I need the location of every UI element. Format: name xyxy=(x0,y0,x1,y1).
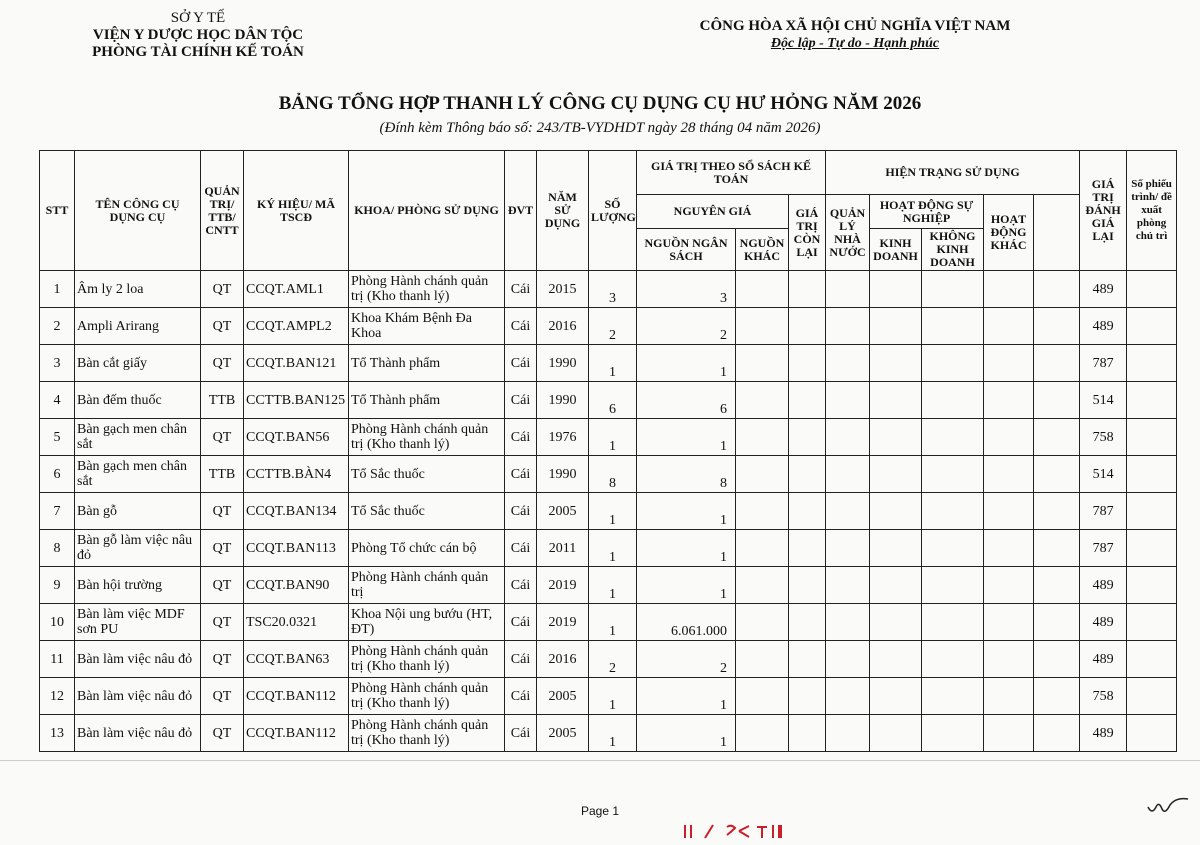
row-quantity: 1 xyxy=(589,493,637,530)
row-year: 2019 xyxy=(537,567,589,604)
row-revalued xyxy=(1034,604,1080,641)
row-unit: Cái xyxy=(505,382,537,419)
row-note xyxy=(1127,345,1177,382)
national-motto: Độc lập - Tự do - Hạnh phúc xyxy=(770,36,940,51)
table-row xyxy=(40,715,1177,752)
row-non-business xyxy=(922,493,984,530)
row-stt: 1 xyxy=(40,271,75,308)
row-remaining-value xyxy=(789,641,826,678)
row-tool-name: Bàn cắt giấy xyxy=(75,345,201,382)
header-remaining-value: GIÁ TRỊ CÒN LẠI xyxy=(789,195,826,271)
row-tool-name: Bàn làm việc nâu đỏ xyxy=(75,715,201,752)
row-department: Phòng Hành chánh quản trị (Kho thanh lý) xyxy=(349,641,505,678)
liquidation-table xyxy=(39,150,1177,752)
row-business xyxy=(870,382,922,419)
row-business xyxy=(870,641,922,678)
row-business xyxy=(870,604,922,641)
row-management: QT xyxy=(201,493,244,530)
row-unit: Cái xyxy=(505,678,537,715)
row-note xyxy=(1127,271,1177,308)
row-other-source xyxy=(736,308,789,345)
row-remaining-value xyxy=(789,419,826,456)
row-budget-source: 8 xyxy=(637,456,736,493)
row-remaining-value xyxy=(789,308,826,345)
row-management: QT xyxy=(201,678,244,715)
row-unit: Cái xyxy=(505,345,537,382)
row-stt: 13 xyxy=(40,715,75,752)
row-remaining-value xyxy=(789,678,826,715)
row-state-management xyxy=(826,678,870,715)
header-other-activity: HOẠT ĐỘNG KHÁC xyxy=(984,195,1034,271)
row-state-management xyxy=(826,493,870,530)
header-stt: STT xyxy=(40,151,75,271)
header-asset-code: KÝ HIỆU/ MÃ TSCĐ xyxy=(244,151,349,271)
row-tool-name: Bàn làm việc nâu đỏ xyxy=(75,678,201,715)
row-budget-source: 1 xyxy=(637,567,736,604)
row-non-business xyxy=(922,604,984,641)
row-revalued xyxy=(1034,493,1080,530)
row-non-business xyxy=(922,271,984,308)
row-asset-code: CCQT.BAN112 xyxy=(244,715,349,752)
header-business: KINH DOANH xyxy=(870,229,922,271)
signature-mark xyxy=(1140,785,1200,825)
row-note xyxy=(1127,308,1177,345)
row-revalued xyxy=(1034,308,1080,345)
row-state-management xyxy=(826,530,870,567)
row-budget-source: 1 xyxy=(637,345,736,382)
row-note xyxy=(1127,530,1177,567)
row-quantity: 2 xyxy=(589,308,637,345)
row-remaining-value xyxy=(789,604,826,641)
row-stt: 6 xyxy=(40,456,75,493)
row-note xyxy=(1127,604,1177,641)
row-note xyxy=(1127,678,1177,715)
row-remaining-value xyxy=(789,456,826,493)
row-state-management xyxy=(826,641,870,678)
row-proposal-number: 489 xyxy=(1080,641,1127,678)
row-management: QT xyxy=(201,530,244,567)
row-revalued xyxy=(1034,567,1080,604)
row-proposal-number: 489 xyxy=(1080,567,1127,604)
table-row xyxy=(40,308,1177,345)
row-management: QT xyxy=(201,419,244,456)
page-edge-divider xyxy=(0,760,1200,761)
row-business xyxy=(870,271,922,308)
row-asset-code: CCTTB.BÀN4 xyxy=(244,456,349,493)
institute-name: VIỆN Y DƯỢC HỌC DÂN TỘC xyxy=(92,27,304,43)
row-quantity: 2 xyxy=(589,641,637,678)
row-proposal-number: 489 xyxy=(1080,604,1127,641)
row-business xyxy=(870,678,922,715)
row-other-source xyxy=(736,345,789,382)
row-stt: 10 xyxy=(40,604,75,641)
row-non-business xyxy=(922,456,984,493)
row-management: QT xyxy=(201,604,244,641)
header-revalued: GIÁ TRỊ ĐÁNH GIÁ LẠI xyxy=(1080,151,1127,271)
row-asset-code: CCQT.BAN134 xyxy=(244,493,349,530)
row-revalued xyxy=(1034,678,1080,715)
row-quantity: 3 xyxy=(589,271,637,308)
row-remaining-value xyxy=(789,271,826,308)
row-other-activity xyxy=(984,604,1034,641)
header-book-value-group: GIÁ TRỊ THEO SỔ SÁCH KẾ TOÁN xyxy=(637,151,826,195)
row-other-activity xyxy=(984,530,1034,567)
row-budget-source: 1 xyxy=(637,419,736,456)
row-proposal-number: 787 xyxy=(1080,493,1127,530)
row-stt: 3 xyxy=(40,345,75,382)
table-row xyxy=(40,456,1177,493)
row-non-business xyxy=(922,382,984,419)
table-row xyxy=(40,271,1177,308)
row-non-business xyxy=(922,715,984,752)
row-asset-code: CCQT.BAN56 xyxy=(244,419,349,456)
row-other-source xyxy=(736,678,789,715)
row-tool-name: Bàn hội trường xyxy=(75,567,201,604)
row-remaining-value xyxy=(789,493,826,530)
row-stt: 7 xyxy=(40,493,75,530)
row-state-management xyxy=(826,382,870,419)
row-unit: Cái xyxy=(505,604,537,641)
row-other-source xyxy=(736,493,789,530)
row-note xyxy=(1127,419,1177,456)
row-other-activity xyxy=(984,678,1034,715)
row-tool-name: Bàn làm việc MDF sơn PU xyxy=(75,604,201,641)
row-business xyxy=(870,345,922,382)
row-year: 2016 xyxy=(537,308,589,345)
row-state-management xyxy=(826,271,870,308)
row-proposal-number: 489 xyxy=(1080,715,1127,752)
row-stt: 11 xyxy=(40,641,75,678)
header-proposal-number: Số phiếu trình/ đề xuất phòng chủ trì xyxy=(1127,151,1177,271)
row-non-business xyxy=(922,678,984,715)
row-year: 1976 xyxy=(537,419,589,456)
header-professional-activity: HOẠT ĐỘNG SỰ NGHIỆP xyxy=(870,195,984,229)
row-year: 2005 xyxy=(537,493,589,530)
row-asset-code: TSC20.0321 xyxy=(244,604,349,641)
row-asset-code: CCQT.BAN112 xyxy=(244,678,349,715)
row-stt: 12 xyxy=(40,678,75,715)
row-year: 2019 xyxy=(537,604,589,641)
row-revalued xyxy=(1034,456,1080,493)
row-other-activity xyxy=(984,271,1034,308)
table-row xyxy=(40,493,1177,530)
row-proposal-number: 489 xyxy=(1080,308,1127,345)
row-quantity: 1 xyxy=(589,678,637,715)
row-non-business xyxy=(922,345,984,382)
row-other-activity xyxy=(984,567,1034,604)
row-other-source xyxy=(736,715,789,752)
row-other-source xyxy=(736,382,789,419)
row-management: QT xyxy=(201,567,244,604)
row-revalued xyxy=(1034,715,1080,752)
row-unit: Cái xyxy=(505,308,537,345)
ministry-name: SỞ Y TẾ xyxy=(170,10,226,26)
row-proposal-number: 758 xyxy=(1080,678,1127,715)
row-asset-code: CCTTB.BAN125 xyxy=(244,382,349,419)
row-note xyxy=(1127,493,1177,530)
table-row xyxy=(40,530,1177,567)
table-row xyxy=(40,419,1177,456)
row-other-activity xyxy=(984,641,1034,678)
row-note xyxy=(1127,456,1177,493)
row-state-management xyxy=(826,456,870,493)
row-remaining-value xyxy=(789,345,826,382)
row-proposal-number: 514 xyxy=(1080,456,1127,493)
row-tool-name: Âm ly 2 loa xyxy=(75,271,201,308)
row-unit: Cái xyxy=(505,419,537,456)
row-revalued xyxy=(1034,345,1080,382)
row-non-business xyxy=(922,567,984,604)
row-remaining-value xyxy=(789,382,826,419)
row-management: QT xyxy=(201,271,244,308)
header-other-source: NGUỒN KHÁC xyxy=(736,229,789,271)
row-other-activity xyxy=(984,382,1034,419)
document-title: BẢNG TỔNG HỢP THANH LÝ CÔNG CỤ DỤNG CỤ HƯ HỎNG NĂM 2026 xyxy=(278,93,922,114)
row-quantity: 1 xyxy=(589,567,637,604)
row-department: Tổ Thành phẩm xyxy=(349,345,505,382)
row-asset-code: CCQT.AML1 xyxy=(244,271,349,308)
row-management: QT xyxy=(201,715,244,752)
row-year: 1990 xyxy=(537,345,589,382)
row-department: Tổ Sắc thuốc xyxy=(349,456,505,493)
row-revalued xyxy=(1034,271,1080,308)
row-management: TTB xyxy=(201,382,244,419)
header-unit: ĐVT xyxy=(505,151,537,271)
document-subtitle: (Đính kèm Thông báo số: 243/TB-VYDHDT ngày 28 tháng 04 năm 2026) xyxy=(379,120,821,136)
row-business xyxy=(870,308,922,345)
department-name: PHÒNG TÀI CHÍNH KẾ TOÁN xyxy=(92,44,304,60)
table-header xyxy=(40,151,1177,271)
national-title: CÔNG HÒA XÃ HỘI CHỦ NGHĨA VIỆT NAM xyxy=(699,18,1011,34)
row-business xyxy=(870,567,922,604)
row-proposal-number: 787 xyxy=(1080,530,1127,567)
header-non-business: KHÔNG KINH DOANH xyxy=(922,229,984,271)
row-business xyxy=(870,419,922,456)
row-other-activity xyxy=(984,456,1034,493)
row-state-management xyxy=(826,715,870,752)
row-department: Phòng Hành chánh quản trị xyxy=(349,567,505,604)
row-budget-source: 1 xyxy=(637,493,736,530)
row-unit: Cái xyxy=(505,530,537,567)
table-row xyxy=(40,567,1177,604)
row-tool-name: Bàn làm việc nâu đỏ xyxy=(75,641,201,678)
row-unit: Cái xyxy=(505,567,537,604)
row-management: QT xyxy=(201,345,244,382)
row-state-management xyxy=(826,567,870,604)
row-asset-code: CCQT.BAN121 xyxy=(244,345,349,382)
header-tool-name: TÊN CÔNG CỤ DỤNG CỤ xyxy=(75,151,201,271)
row-other-activity xyxy=(984,493,1034,530)
row-department: Khoa Khám Bệnh Đa Khoa xyxy=(349,308,505,345)
row-year: 2015 xyxy=(537,271,589,308)
row-management: TTB xyxy=(201,456,244,493)
row-proposal-number: 514 xyxy=(1080,382,1127,419)
header-usage-status-group: HIỆN TRẠNG SỬ DỤNG xyxy=(826,151,1080,195)
row-tool-name: Bàn gỗ xyxy=(75,493,201,530)
header-year: NĂM SỬ DỤNG xyxy=(537,151,589,271)
row-department: Phòng Hành chánh quản trị (Kho thanh lý) xyxy=(349,271,505,308)
row-year: 1990 xyxy=(537,382,589,419)
row-stt: 8 xyxy=(40,530,75,567)
row-quantity: 1 xyxy=(589,345,637,382)
table-row xyxy=(40,641,1177,678)
row-note xyxy=(1127,715,1177,752)
row-state-management xyxy=(826,604,870,641)
row-non-business xyxy=(922,308,984,345)
row-other-activity xyxy=(984,308,1034,345)
row-revalued xyxy=(1034,382,1080,419)
table-row xyxy=(40,382,1177,419)
table-row xyxy=(40,678,1177,715)
row-budget-source: 6.061.000 xyxy=(637,604,736,641)
row-proposal-number: 758 xyxy=(1080,419,1127,456)
row-state-management xyxy=(826,345,870,382)
row-asset-code: CCQT.BAN90 xyxy=(244,567,349,604)
row-budget-source: 6 xyxy=(637,382,736,419)
row-budget-source: 1 xyxy=(637,678,736,715)
row-budget-source: 2 xyxy=(637,308,736,345)
row-stt: 9 xyxy=(40,567,75,604)
row-quantity: 1 xyxy=(589,715,637,752)
header-state-management: QUẢN LÝ NHÀ NƯỚC xyxy=(826,195,870,271)
row-budget-source: 2 xyxy=(637,641,736,678)
row-tool-name: Bàn gỗ làm việc nâu đỏ xyxy=(75,530,201,567)
row-business xyxy=(870,493,922,530)
row-year: 2011 xyxy=(537,530,589,567)
row-revalued xyxy=(1034,530,1080,567)
row-other-source xyxy=(736,271,789,308)
row-budget-source: 1 xyxy=(637,530,736,567)
row-other-source xyxy=(736,456,789,493)
header-budget-source: NGUỒN NGÂN SÁCH xyxy=(637,229,736,271)
row-year: 1990 xyxy=(537,456,589,493)
row-tool-name: Ampli Arirang xyxy=(75,308,201,345)
row-department: Khoa Nội ung bướu (HT, ĐT) xyxy=(349,604,505,641)
row-quantity: 1 xyxy=(589,530,637,567)
row-non-business xyxy=(922,419,984,456)
row-unit: Cái xyxy=(505,456,537,493)
row-unit: Cái xyxy=(505,715,537,752)
row-other-source xyxy=(736,567,789,604)
row-quantity: 8 xyxy=(589,456,637,493)
table-row xyxy=(40,604,1177,641)
row-quantity: 1 xyxy=(589,419,637,456)
row-other-source xyxy=(736,419,789,456)
row-state-management xyxy=(826,419,870,456)
page-number: Page 1 xyxy=(580,804,620,818)
row-asset-code: CCQT.BAN63 xyxy=(244,641,349,678)
row-unit: Cái xyxy=(505,271,537,308)
row-department: Tổ Thành phẩm xyxy=(349,382,505,419)
row-other-activity xyxy=(984,345,1034,382)
row-state-management xyxy=(826,308,870,345)
row-other-source xyxy=(736,641,789,678)
row-tool-name: Bàn gạch men chân sắt xyxy=(75,419,201,456)
row-year: 2005 xyxy=(537,678,589,715)
table-row xyxy=(40,345,1177,382)
agency-header xyxy=(68,10,328,61)
row-department: Phòng Hành chánh quản trị (Kho thanh lý) xyxy=(349,678,505,715)
row-note xyxy=(1127,641,1177,678)
row-management: QT xyxy=(201,308,244,345)
row-remaining-value xyxy=(789,567,826,604)
table-body xyxy=(40,271,1177,752)
row-stt: 5 xyxy=(40,419,75,456)
row-remaining-value xyxy=(789,715,826,752)
row-remaining-value xyxy=(789,530,826,567)
row-revalued xyxy=(1034,419,1080,456)
row-other-source xyxy=(736,604,789,641)
row-unit: Cái xyxy=(505,493,537,530)
row-other-activity xyxy=(984,419,1034,456)
row-business xyxy=(870,530,922,567)
header-department: KHOA/ PHÒNG SỬ DỤNG xyxy=(349,151,505,271)
row-asset-code: CCQT.BAN113 xyxy=(244,530,349,567)
row-other-activity xyxy=(984,715,1034,752)
row-management: QT xyxy=(201,641,244,678)
row-asset-code: CCQT.AMPL2 xyxy=(244,308,349,345)
row-revalued xyxy=(1034,641,1080,678)
row-note xyxy=(1127,567,1177,604)
row-quantity: 6 xyxy=(589,382,637,419)
row-year: 2016 xyxy=(537,641,589,678)
row-business xyxy=(870,715,922,752)
row-tool-name: Bàn đếm thuốc xyxy=(75,382,201,419)
row-proposal-number: 489 xyxy=(1080,271,1127,308)
row-department: Phòng Hành chánh quản trị (Kho thanh lý) xyxy=(349,715,505,752)
national-header xyxy=(660,18,1050,52)
row-stt: 4 xyxy=(40,382,75,419)
row-non-business xyxy=(922,530,984,567)
row-stt: 2 xyxy=(40,308,75,345)
row-department: Phòng Hành chánh quản trị (Kho thanh lý) xyxy=(349,419,505,456)
row-tool-name: Bàn gạch men chân sắt xyxy=(75,456,201,493)
row-unit: Cái xyxy=(505,641,537,678)
header-quantity: SỐ LƯỢNG xyxy=(589,151,637,271)
header-original-price: NGUYÊN GIÁ xyxy=(637,195,789,229)
header-management: QUẢN TRỊ/ TTB/ CNTT xyxy=(201,151,244,271)
row-department: Tổ Sắc thuốc xyxy=(349,493,505,530)
row-year: 2005 xyxy=(537,715,589,752)
row-budget-source: 1 xyxy=(637,715,736,752)
row-other-source xyxy=(736,530,789,567)
row-non-business xyxy=(922,641,984,678)
row-note xyxy=(1127,382,1177,419)
row-quantity: 1 xyxy=(589,604,637,641)
row-department: Phòng Tổ chức cán bộ xyxy=(349,530,505,567)
row-proposal-number: 787 xyxy=(1080,345,1127,382)
row-business xyxy=(870,456,922,493)
row-budget-source: 3 xyxy=(637,271,736,308)
